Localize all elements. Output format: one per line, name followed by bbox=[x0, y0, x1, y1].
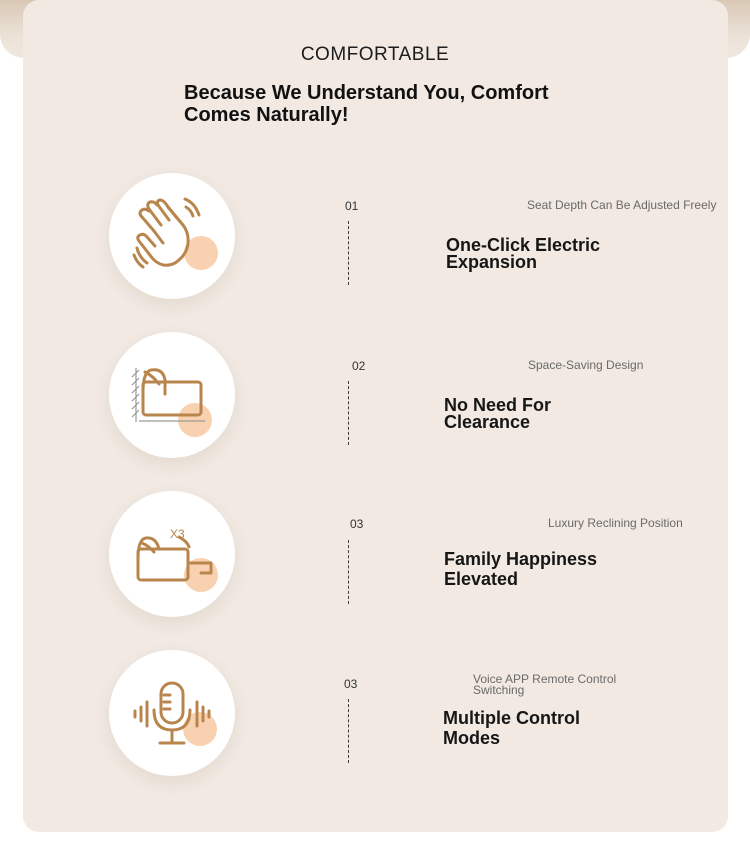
feature-3-title bbox=[444, 549, 597, 589]
feature-3-title-line-2: Elevated bbox=[444, 569, 519, 589]
feature-2-divider bbox=[348, 381, 349, 445]
feature-4-divider bbox=[348, 699, 349, 763]
feature-4-title-line-2: Modes bbox=[443, 728, 501, 748]
feature-4-title-line-1: Multiple Control bbox=[443, 708, 580, 728]
headline-line-2: Comes Naturally! bbox=[184, 104, 349, 126]
feature-2-icon-circle bbox=[109, 332, 235, 458]
feature-4-subtitle-line-2: Switching bbox=[473, 683, 525, 697]
feature-4-title bbox=[443, 708, 580, 748]
feature-2-title bbox=[444, 397, 551, 431]
feature-3-number: 03 bbox=[350, 517, 364, 531]
feature-2-number: 02 bbox=[352, 359, 366, 373]
headline-line-1: Because We Understand You, Comfort bbox=[184, 82, 549, 104]
feature-1-title bbox=[446, 237, 600, 271]
feature-1-title-line-1: One-Click Electric bbox=[446, 235, 601, 255]
feature-1-title-line-2: Expansion bbox=[446, 252, 538, 272]
feature-1-number: 01 bbox=[345, 199, 359, 213]
feature-1-divider bbox=[348, 221, 349, 285]
feature-3-subtitle: Luxury Reclining Position bbox=[548, 516, 683, 530]
section-headline bbox=[184, 82, 584, 126]
feature-3-divider bbox=[348, 540, 349, 604]
section-kicker: COMFORTABLE bbox=[300, 44, 450, 65]
feature-1-subtitle: Seat Depth Can Be Adjusted Freely bbox=[527, 198, 717, 212]
feature-4-subtitle-line-1: Voice APP Remote Control bbox=[473, 672, 617, 686]
feature-2-title-line-2: Clearance bbox=[444, 412, 531, 432]
feature-4-number: 03 bbox=[344, 677, 358, 691]
feature-2-subtitle: Space-Saving Design bbox=[528, 358, 644, 372]
feature-1-icon-circle bbox=[109, 173, 235, 299]
recliner-icon bbox=[109, 491, 235, 617]
recliner-badge: X3 bbox=[170, 527, 185, 541]
microphone-icon bbox=[109, 650, 235, 776]
feature-3-title-line-1: Family Happiness bbox=[444, 549, 598, 569]
feature-2-title-line-1: No Need For bbox=[444, 395, 552, 415]
feature-3-icon-circle bbox=[109, 491, 235, 617]
feature-4-icon-circle bbox=[109, 650, 235, 776]
sofa-wall-icon bbox=[109, 332, 235, 458]
feature-4-subtitle bbox=[473, 674, 616, 696]
waving-hand-icon bbox=[109, 173, 235, 299]
